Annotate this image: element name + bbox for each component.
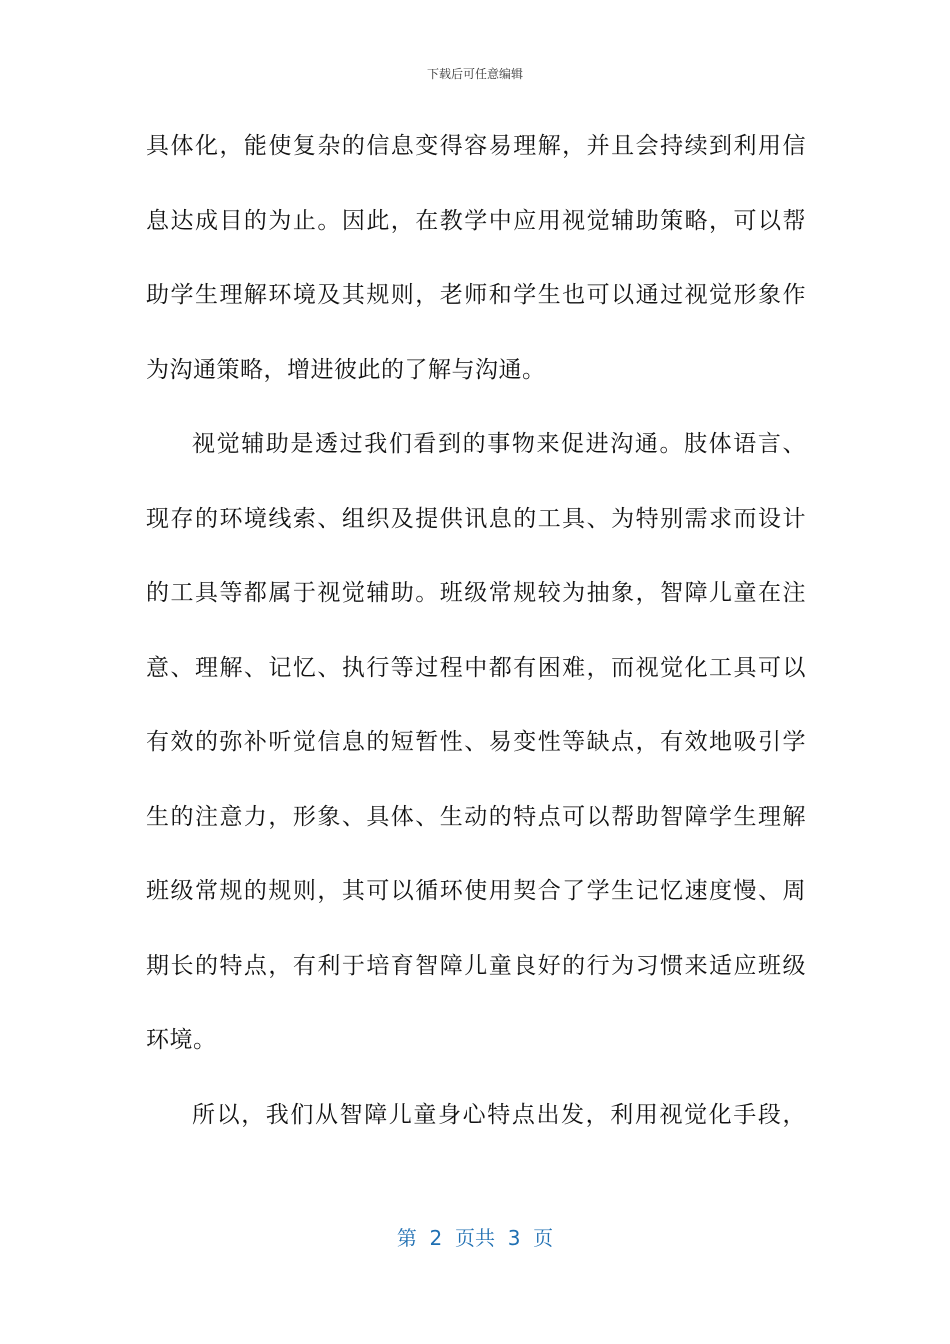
footer-suffix: 页 bbox=[533, 1226, 554, 1250]
paragraph-2-line-2: 现存的环境线索、组织及提供讯息的工具、为特别需求而设计 bbox=[146, 505, 806, 532]
paragraph-1-line-1: 具体化，能使复杂的信息变得容易理解，并且会持续到利用信 bbox=[146, 133, 806, 159]
paragraph-2-line-1: 视觉辅助是透过我们看到的事物来促进沟通。肢体语言、 bbox=[192, 431, 806, 457]
paragraph-1-line-2: 息达成目的为止。因此，在教学中应用视觉辅助策略，可以帮 bbox=[146, 207, 806, 234]
paragraph-1-line-3: 助学生理解环境及其规则，老师和学生也可以通过视觉形象作 bbox=[146, 282, 806, 308]
paragraph-2-line-4: 意、理解、记忆、执行等过程中都有困难，而视觉化工具可以 bbox=[146, 654, 806, 681]
footer-total-pages: 3 bbox=[507, 1226, 521, 1250]
paragraph-2-line-9: 环境。 bbox=[146, 1027, 217, 1053]
footer-current-page: 2 bbox=[429, 1226, 443, 1250]
paragraph-2-line-8: 期长的特点，有利于培育智障儿童良好的行为习惯来适应班级 bbox=[146, 952, 806, 979]
footer-middle: 页共 bbox=[455, 1226, 495, 1250]
paragraph-2-line-7: 班级常规的规则，其可以循环使用契合了学生记忆速度慢、周 bbox=[146, 878, 806, 904]
paragraph-2-line-5: 有效的弥补听觉信息的短暂性、易变性等缺点，有效地吸引学 bbox=[146, 729, 806, 755]
header-note: 下载后可任意编辑 bbox=[426, 67, 523, 81]
body-text bbox=[146, 121, 806, 1164]
paragraph-2-line-3: 的工具等都属于视觉辅助。班级常规较为抽象，智障儿童在注 bbox=[146, 580, 806, 606]
paragraph-1-line-4: 为沟通策略，增进彼此的了解与沟通。 bbox=[146, 356, 546, 383]
page-footer bbox=[0, 1224, 950, 1252]
footer-prefix: 第 bbox=[396, 1226, 417, 1250]
paragraph-2-line-6: 生的注意力，形象、具体、生动的特点可以帮助智障学生理解 bbox=[146, 803, 806, 830]
paragraph-3-line-1: 所以，我们从智障儿童身心特点出发，利用视觉化手段， bbox=[192, 1101, 806, 1128]
